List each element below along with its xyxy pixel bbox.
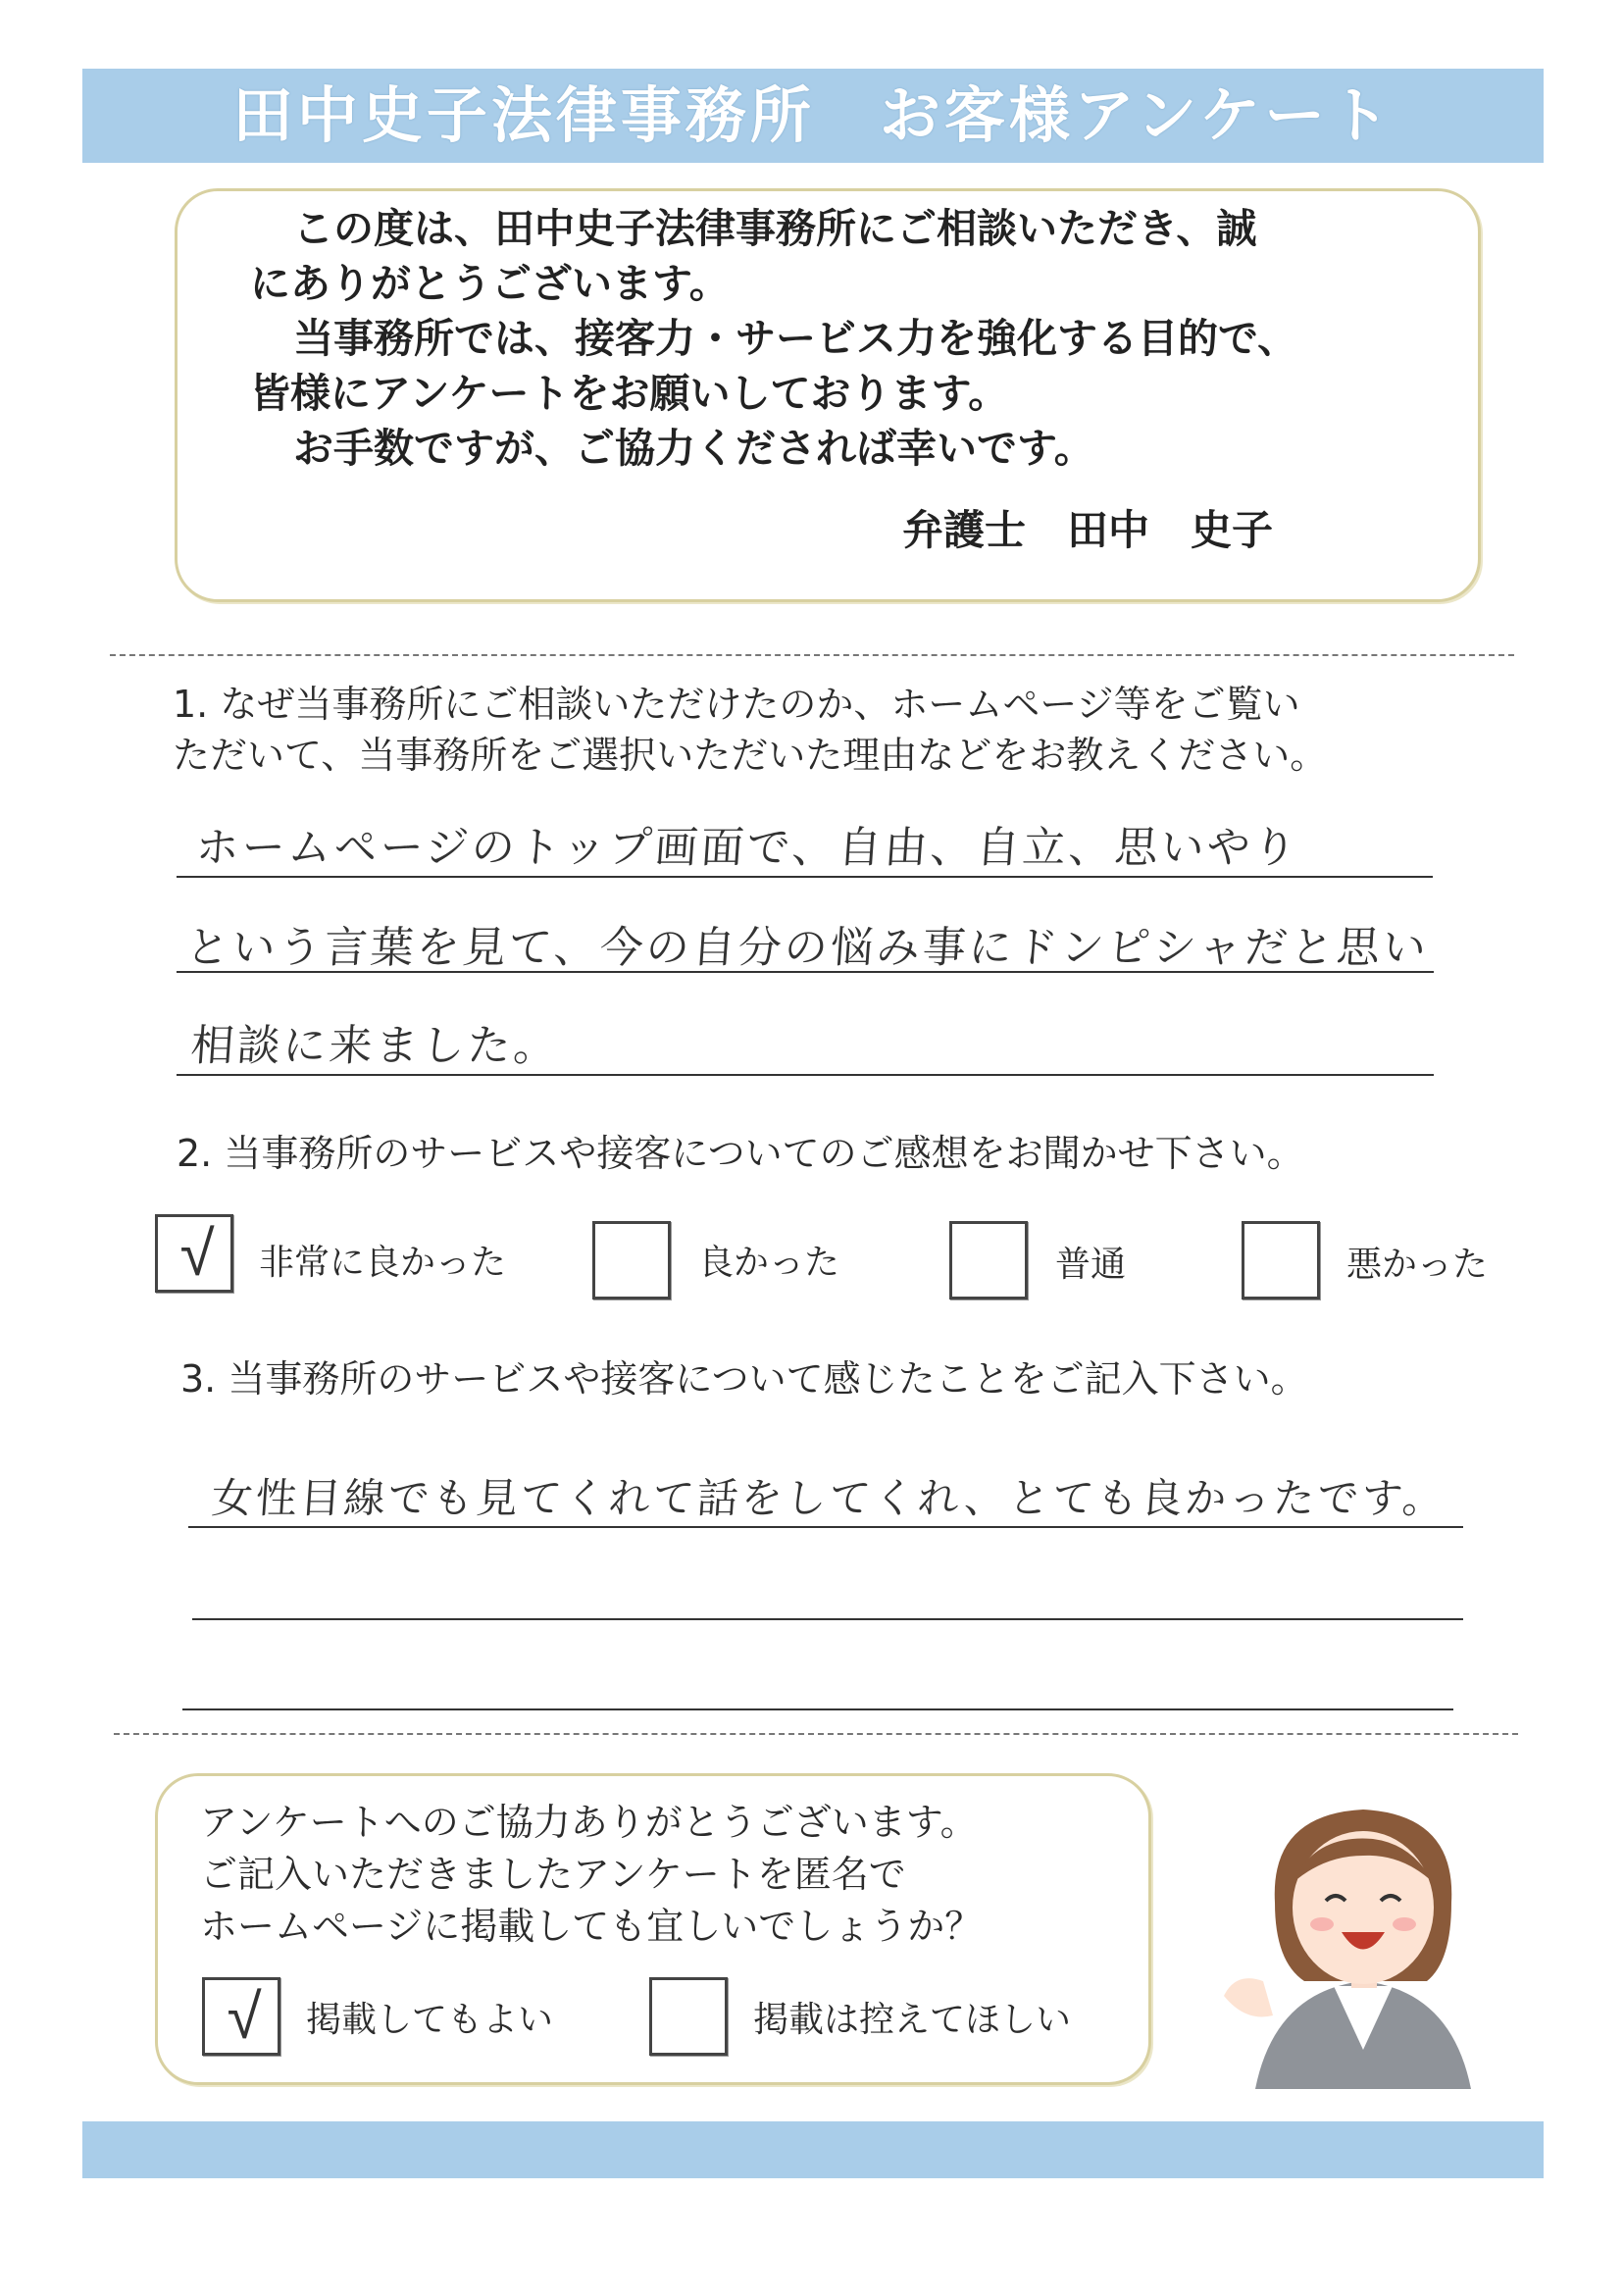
section-divider bbox=[110, 654, 1514, 656]
checkbox-very-good[interactable] bbox=[155, 1214, 233, 1293]
businesswoman-illustration bbox=[1216, 1795, 1510, 2109]
option-label-bad: 悪かった bbox=[1346, 1245, 1489, 1285]
checkbox-bad[interactable] bbox=[1242, 1221, 1320, 1300]
hand-icon bbox=[1224, 1978, 1273, 2016]
answer-rule bbox=[177, 1074, 1434, 1076]
answer-rule bbox=[177, 876, 1433, 878]
answer-1-line: ホームページのトップ画面で、自由、自立、思いやり bbox=[193, 823, 1301, 873]
intro-line: 当事務所では、接客力・サービス力を強化する目的で、 bbox=[293, 315, 1298, 362]
consent-line: ご記入いただきましたアンケートを匿名で bbox=[200, 1853, 906, 1896]
question-1 bbox=[173, 679, 1327, 781]
checkbox-average[interactable] bbox=[949, 1221, 1028, 1300]
question-1-line: ただいて、当事務所をご選択いただいた理由などをお教えください。 bbox=[173, 734, 1328, 777]
intro-line: この度は、田中史子法律事務所にご相談いただき、誠 bbox=[293, 205, 1257, 252]
answer-3-line: 女性目線でも見てくれて話をしてくれ、とても良かったです。 bbox=[210, 1474, 1448, 1522]
question-2: 2. 当事務所のサービスや接客についてのご感想をお聞かせ下さい。 bbox=[177, 1132, 1304, 1175]
answer-rule bbox=[188, 1526, 1463, 1528]
consent-message bbox=[200, 1797, 982, 1953]
answer-rule bbox=[182, 1708, 1453, 1710]
intro-line: 皆様にアンケートをお願いしております。 bbox=[250, 370, 1009, 417]
question-1-line: 1. なぜ当事務所にご相談いただけたのか、ホームページ等をご覧い bbox=[173, 683, 1300, 726]
checkbox-good[interactable] bbox=[592, 1221, 671, 1300]
option-label-average: 普通 bbox=[1055, 1245, 1127, 1285]
check-mark: √ bbox=[179, 1218, 215, 1291]
intro-message bbox=[250, 201, 1456, 476]
check-mark: √ bbox=[227, 1981, 262, 2054]
answer-rule bbox=[177, 971, 1434, 973]
checkbox-publish-ok[interactable] bbox=[202, 1977, 280, 2056]
answer-1-line: 相談に来ました。 bbox=[188, 1021, 562, 1071]
option-label-good: 良かった bbox=[698, 1243, 840, 1283]
signature: 弁護士 田中 史子 bbox=[902, 506, 1274, 554]
answer-rule bbox=[192, 1618, 1463, 1620]
option-label-very-good: 非常に良かった bbox=[259, 1243, 507, 1283]
checkbox-publish-no[interactable] bbox=[649, 1977, 728, 2056]
option-label-publish-ok: 掲載してもよい bbox=[306, 2000, 554, 2040]
option-label-publish-no: 掲載は控えてほしい bbox=[753, 2000, 1072, 2040]
intro-line: にありがとうございます。 bbox=[250, 260, 730, 307]
consent-line: アンケートへのご協力ありがとうございます。 bbox=[200, 1801, 978, 1844]
footer-band bbox=[82, 2121, 1544, 2178]
answer-1-line: という言葉を見て、今の自分の悩み事にドンピシャだと思い bbox=[183, 923, 1431, 973]
consent-line: ホームページに掲載しても宜しいでしょうか？ bbox=[200, 1905, 983, 1948]
page-title: 田中史子法律事務所 お客様アンケート bbox=[231, 79, 1395, 151]
question-3: 3. 当事務所のサービスや接客について感じたことをご記入下さい。 bbox=[180, 1357, 1308, 1401]
section-divider bbox=[114, 1733, 1518, 1735]
intro-line: お手数ですが、ご協力くだされば幸いです。 bbox=[293, 425, 1094, 472]
